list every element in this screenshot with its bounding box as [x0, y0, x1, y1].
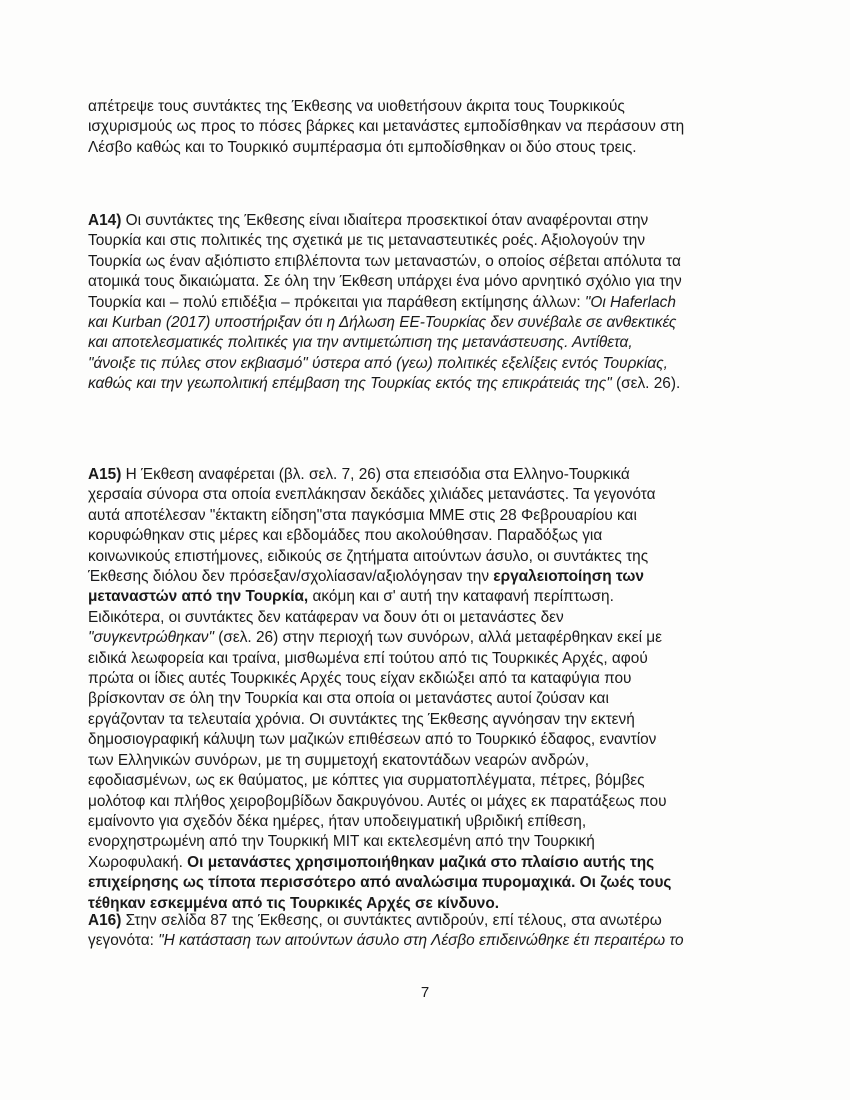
text-line [88, 211, 768, 231]
paragraph-a15 [88, 465, 768, 914]
text-line [88, 465, 768, 485]
emphasis-text: Οι μετανάστες χρησιμοποιήθηκαν μαζικά στο πλαίσιο αυτής της [187, 853, 655, 871]
text-line: δημοσιογραφική κάλυψη των μαζικών επιθέσεων από το Τουρκικό έδαφος, εναντίον [88, 731, 657, 749]
text-run: Στην σελίδα 87 της Έκθεσης, οι συντάκτες αντιδρούν, επί τέλους, στα ανωτέρω [121, 912, 662, 929]
text-line: πρώτα οι ίδιες αυτές Τουρκικές Αρχές τους είχαν εκδιώξει από τα καταφύγια που [88, 670, 632, 688]
text-line: βρίσκονταν σε όλη την Τουρκία και στα οποία οι μετανάστες αυτοί ζούσαν και [88, 690, 609, 708]
text-line: των Ελληνικών συνόρων, με τη συμμετοχή εκατοντάδων νεαρών ανδρών, [88, 751, 590, 769]
quote-text: "Η κατάσταση των αιτούντων άσυλο στη Λέσβο επιδεινώθηκε έτι περαιτέρω το [158, 932, 684, 950]
text-line: ισχυρισμούς ως προς το πόσες βάρκες και μετανάστες εμποδίσθηκαν να περάσουν στη [88, 118, 685, 136]
quote-text: "συγκεντρώθηκαν" [88, 629, 214, 647]
paragraph-intro [88, 97, 768, 158]
section-label-a16: A16) [88, 912, 122, 929]
quote-line: και αποτελεσματικές πολιτικές για την αντιμετώπιση της μετανάστευσης. Αντίθετα, [88, 334, 633, 352]
text-run: (σελ. 26). [611, 375, 681, 393]
text-run: ακόμη και σ' αυτή την καταφανή περίπτωση. [308, 588, 614, 606]
text-line: ατομικά τους δικαιώματα. Σε όλη την Έκθεση υπάρχει ένα μόνο αρνητικό σχόλιο για την [88, 273, 682, 291]
text-run: γεγονότα: [88, 932, 159, 950]
paragraph-a14 [88, 211, 768, 395]
emphasis-line: τέθηκαν εσκεμμένα από τις Τουρκικές Αρχές σε κίνδυνο. [88, 894, 500, 912]
text-line [88, 293, 768, 313]
emphasis-text: μεταναστών από την Τουρκία, [88, 588, 309, 606]
text-line: εμαίνοντο για σχεδόν δέκα ημέρες, ήταν υποδειγματική υβριδική επίθεση, [88, 812, 587, 830]
text-line [88, 587, 768, 607]
text-line: Ειδικότερα, οι συντάκτες δεν κατάφεραν να δουν ότι οι μετανάστες δεν [88, 608, 564, 626]
text-line [88, 911, 768, 931]
text-line [88, 567, 768, 587]
text-line: εφοδιασμένων, ως εκ θαύματος, με κόπτες για συρματοπλέγματα, πέτρες, βόμβες [88, 772, 645, 790]
text-run: (σελ. 26) στην περιοχή των συνόρων, αλλά μεταφέρθηκαν εκεί με [213, 629, 662, 647]
text-run: Οι συντάκτες της Έκθεσης είναι ιδιαίτερα προσεκτικοί όταν αναφέρονται στην [121, 212, 649, 229]
text-run: Χωροφυλακή. [88, 853, 188, 871]
section-label-a14: A14) [88, 212, 122, 229]
text-line: ενορχηστρωμένη από την Τουρκική ΜΙΤ και εκτελεσμένη από την Τουρκική [88, 833, 595, 851]
text-line: μολότοφ και πλήθος χειροβομβίδων δακρυγόνου. Αυτές οι μάχες εκ παρατάξεως που [88, 792, 667, 810]
text-line: ειδικά λεωφορεία και τραίνα, μισθωμένα επί τούτου από τις Τουρκικές Αρχές, αφού [88, 649, 648, 667]
text-line: Λέσβο καθώς και το Τουρκικό συμπέρασμα ότι εμποδίσθηκαν οι δύο στους τρεις. [88, 138, 637, 156]
text-line [88, 374, 768, 394]
text-line [88, 628, 768, 648]
quote-line: και Kurban (2017) υποστήριξαν ότι η Δήλωση ΕΕ-Τουρκίας δεν συνέβαλε σε ανθεκτικές [88, 314, 677, 332]
quote-text: "Οι Haferlach [584, 293, 676, 311]
text-line: αυτά αποτέλεσαν "έκτακτη είδηση"στα παγκόσμια ΜΜΕ στις 28 Φεβρουαρίου και [88, 506, 637, 524]
text-line: εργάζονταν τα τελευταία χρόνια. Οι συντάκτες της Έκθεσης αγνόησαν την εκτενή [88, 710, 635, 728]
emphasis-text: εργαλειοποίηση των [493, 568, 644, 586]
text-run: Η Έκθεση αναφέρεται (βλ. σελ. 7, 26) στα επεισόδια στα Ελληνο-Τουρκικά [121, 466, 630, 483]
paragraph-a16 [88, 911, 768, 952]
text-line: απέτρεψε τους συντάκτες της Έκθεσης να υιοθετήσουν άκριτα τους Τουρκικούς [88, 98, 625, 115]
text-run: Τουρκία και – πολύ επιδέξια – πρόκειται για παράθεση εκτίμησης άλλων: [88, 293, 585, 311]
emphasis-line: επιχείρησης ως τίποτα περισσότερο από αναλώσιμα πυρομαχικά. Οι ζωές τους [88, 874, 672, 892]
text-line: χερσαία σύνορα στα οποία ενεπλάκησαν δεκάδες χιλιάδες μετανάστες. Τα γεγονότα [88, 486, 656, 504]
text-line [88, 931, 768, 951]
text-run: Έκθεσης διόλου δεν πρόσεξαν/σχολίασαν/αξιολόγησαν την [88, 568, 494, 586]
text-line: Τουρκία και στις πολιτικές της σχετικά με τις μεταναστευτικές ροές. Αξιολογούν την [88, 232, 646, 250]
text-line: κοινωνικούς επιστήμονες, ειδικούς σε ζητήματα αιτούντων άσυλο, οι συντάκτες της [88, 547, 649, 565]
text-line: Τουρκία ως έναν αξιόπιστο επιβλέποντα των μεταναστών, ο οποίος σέβεται απόλυτα τα [88, 252, 681, 270]
text-line: κορυφώθηκαν στις μέρες και εβδομάδες που ακολούθησαν. Παραδόξως για [88, 527, 603, 545]
section-label-a15: A15) [88, 466, 122, 483]
text-line [88, 853, 768, 873]
page-number: 7 [420, 984, 430, 1001]
quote-line: "άνοιξε τις πύλες στον εκβιασμό" ύστερα από (γεω) πολιτικές εξελίξεις εντός Τουρκίας, [88, 354, 668, 372]
quote-text: καθώς και την γεωπολιτική επέμβαση της Τουρκίας εκτός της επικράτειάς της" [88, 375, 612, 393]
